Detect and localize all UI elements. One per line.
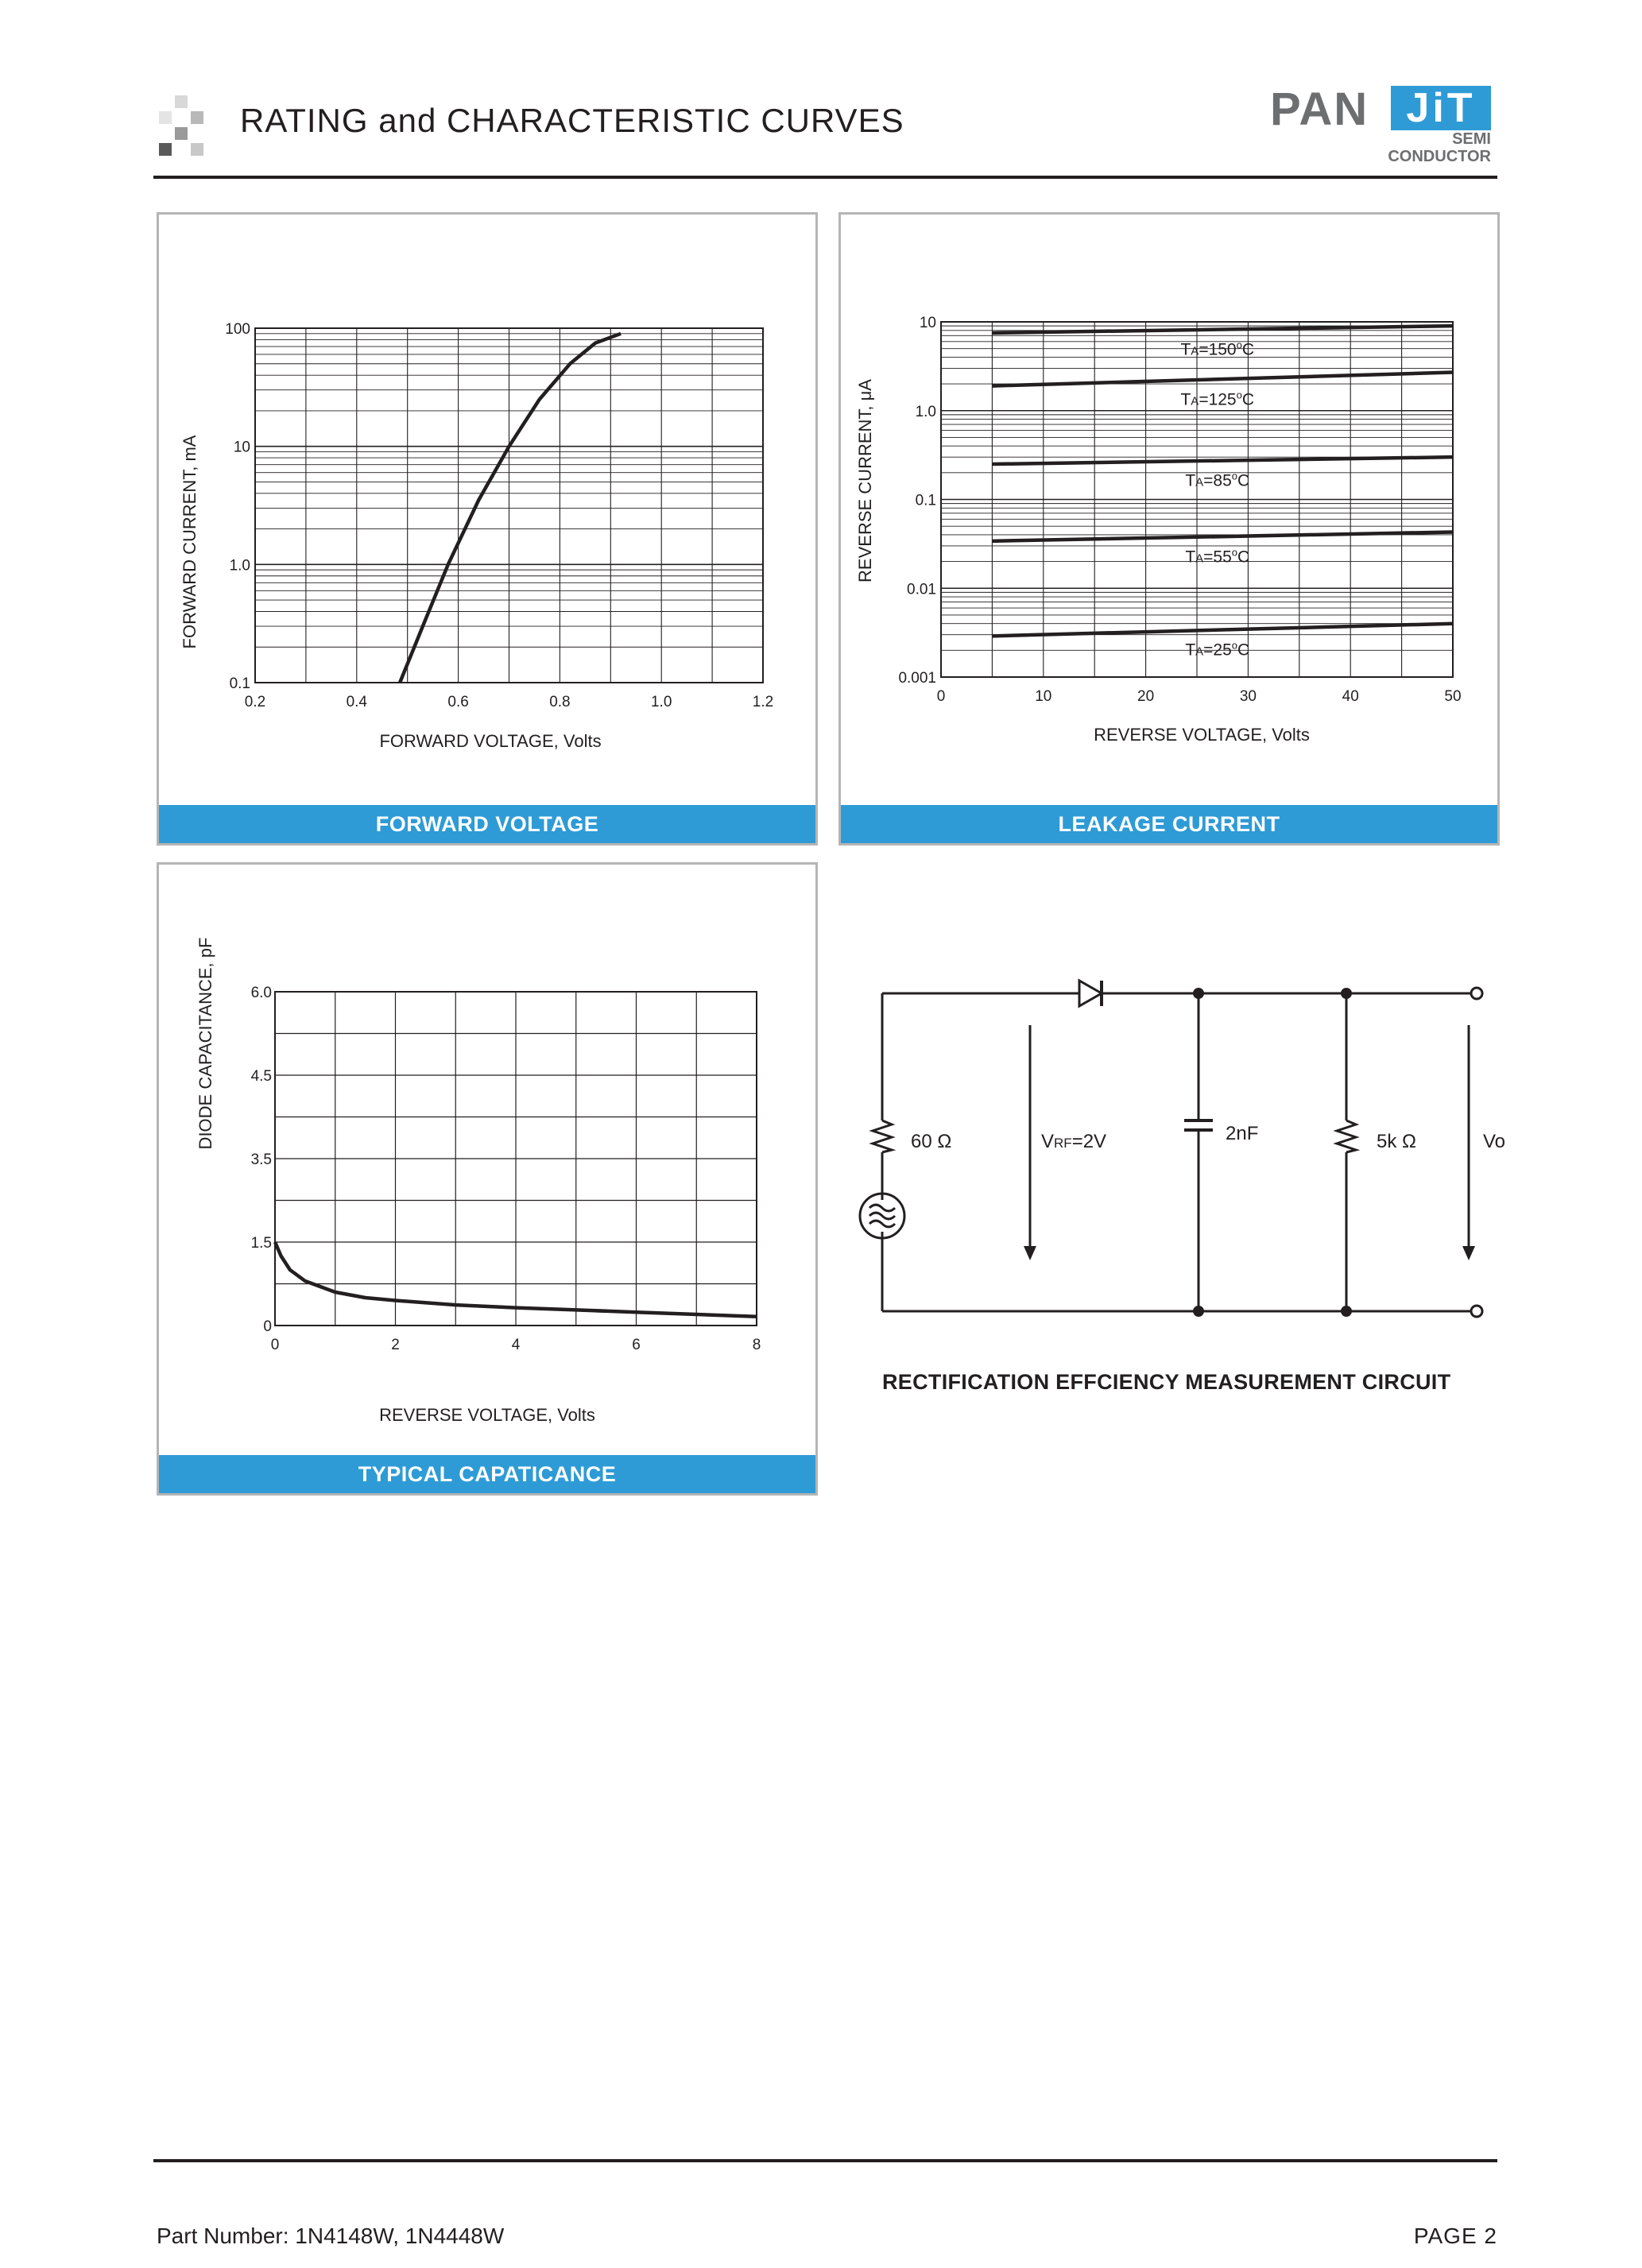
- y-tick-label: 4.5: [250, 1068, 272, 1085]
- capacitance-xlabel: REVERSE VOLTAGE, Volts: [379, 1405, 595, 1425]
- node-dot-icon: [1193, 1306, 1204, 1317]
- resistor-60-label: 60 Ω: [911, 1131, 952, 1152]
- vrf-arrow-head-icon: [1024, 1246, 1036, 1260]
- y-tick-label: 0.1: [229, 675, 250, 692]
- series-label: $TA=150^oC$: [1180, 339, 1255, 359]
- capacitance-bar: TYPICAL CAPATICANCE: [159, 1455, 815, 1493]
- x-tick-label: 0: [270, 1337, 280, 1353]
- logo-brand-left: PAN: [1270, 83, 1369, 135]
- y-tick-label: 1.0: [915, 403, 936, 420]
- header-squares-icon: [156, 94, 224, 157]
- x-tick-label: 1.2: [752, 694, 774, 710]
- leakage-series-line: [992, 326, 1453, 333]
- x-tick-label: 6: [632, 1337, 641, 1353]
- logo-sub-semi: SEMI: [1452, 130, 1491, 148]
- y-tick-label: 6.0: [250, 985, 272, 1001]
- output-terminal-icon: [1471, 988, 1482, 999]
- diode-icon: [1079, 981, 1102, 1006]
- y-tick-label: 100: [225, 321, 250, 338]
- x-tick-label: 30: [1239, 688, 1257, 705]
- leakage-current-chart: [841, 215, 1497, 805]
- page-number: PAGE 2: [1413, 2223, 1497, 2248]
- leakage-series-line: [992, 624, 1453, 637]
- capacitor-label: 2nF: [1226, 1123, 1259, 1144]
- node-dot-icon: [1341, 1306, 1352, 1317]
- panjit-logo: [1270, 83, 1499, 172]
- x-tick-label: 0.2: [244, 694, 266, 710]
- capacitance-ylabel: DIODE CAPACITANCE, pF: [196, 937, 215, 1150]
- forward-xlabel: FORWARD VOLTAGE, Volts: [379, 731, 602, 751]
- series-label: $TA=85^oC$: [1185, 470, 1250, 490]
- logo-sub-conductor: CONDUCTOR: [1388, 148, 1491, 165]
- x-tick-label: 0.6: [447, 694, 469, 710]
- y-tick-label: 0.001: [898, 670, 936, 687]
- resistor-5k-icon: [1337, 1120, 1356, 1152]
- x-tick-label: 10: [1035, 688, 1052, 705]
- y-tick-label: 0: [263, 1318, 272, 1335]
- page-title: RATING and CHARACTERISTIC CURVES: [240, 102, 904, 139]
- x-tick-label: 40: [1342, 688, 1359, 705]
- node-dot-icon: [1341, 988, 1352, 999]
- node-dot-icon: [1193, 988, 1204, 999]
- y-tick-label: 1.0: [229, 557, 250, 575]
- ac-source-wave-icon: [869, 1205, 895, 1227]
- series-label: $TA=125^oC$: [1180, 389, 1255, 409]
- leakage-current-bar: LEAKAGE CURRENT: [841, 805, 1497, 843]
- logo-brand-right: JiT: [1391, 86, 1491, 130]
- x-tick-label: 0.4: [346, 694, 368, 710]
- forward-voltage-bar: FORWARD VOLTAGE: [159, 805, 815, 843]
- leakage-series-line: [992, 457, 1453, 464]
- capacitance-panel: [157, 862, 818, 1496]
- output-terminal-icon: [1471, 1306, 1482, 1317]
- footer-rule: [153, 2159, 1497, 2162]
- leakage-series-line: [992, 532, 1453, 540]
- y-tick-label: 10: [233, 439, 250, 456]
- y-tick-label: 0.01: [907, 581, 936, 598]
- y-tick-label: 1.5: [250, 1235, 272, 1252]
- forward-voltage-chart: [159, 215, 815, 805]
- capacitance-chart: [159, 865, 815, 1455]
- x-tick-label: 50: [1444, 688, 1462, 705]
- series-label: $TA=25^oC$: [1185, 639, 1250, 660]
- leakage-xlabel: REVERSE VOLTAGE, Volts: [1094, 725, 1310, 745]
- series-label: $TA=55^oC$: [1185, 546, 1250, 567]
- resistor-60-icon: [873, 1120, 892, 1152]
- y-tick-label: 3.5: [250, 1151, 272, 1168]
- x-tick-label: 8: [752, 1337, 761, 1353]
- forward-voltage-panel: [157, 212, 818, 846]
- capacitor-icon: [1184, 1120, 1213, 1130]
- x-tick-label: 1.0: [650, 694, 672, 710]
- forward-ylabel: FORWARD CURRENT, mA: [180, 435, 199, 649]
- x-tick-label: 2: [391, 1337, 400, 1353]
- y-tick-label: 10: [919, 315, 936, 331]
- x-tick-label: 20: [1137, 688, 1155, 705]
- resistor-5k-label: 5k Ω: [1377, 1131, 1416, 1152]
- vo-arrow-head-icon: [1462, 1246, 1475, 1260]
- header-rule: [153, 176, 1497, 179]
- x-tick-label: 4: [511, 1337, 521, 1353]
- x-tick-label: 0.8: [549, 694, 571, 710]
- part-number: Part Number: 1N4148W, 1N4448W: [157, 2223, 505, 2248]
- output-label: Vo: [1483, 1131, 1506, 1152]
- x-tick-label: 0: [936, 688, 946, 705]
- leakage-current-panel: [838, 212, 1500, 846]
- y-tick-label: 0.1: [915, 492, 936, 509]
- circuit-caption: RECTIFICATION EFFCIENCY MEASUREMENT CIRCUIT: [882, 1370, 1451, 1394]
- rectification-circuit: [858, 970, 1510, 1335]
- vrf-label: VRF=2V: [1041, 1131, 1107, 1152]
- leakage-ylabel: REVERSE CURRENT, μA: [855, 379, 875, 582]
